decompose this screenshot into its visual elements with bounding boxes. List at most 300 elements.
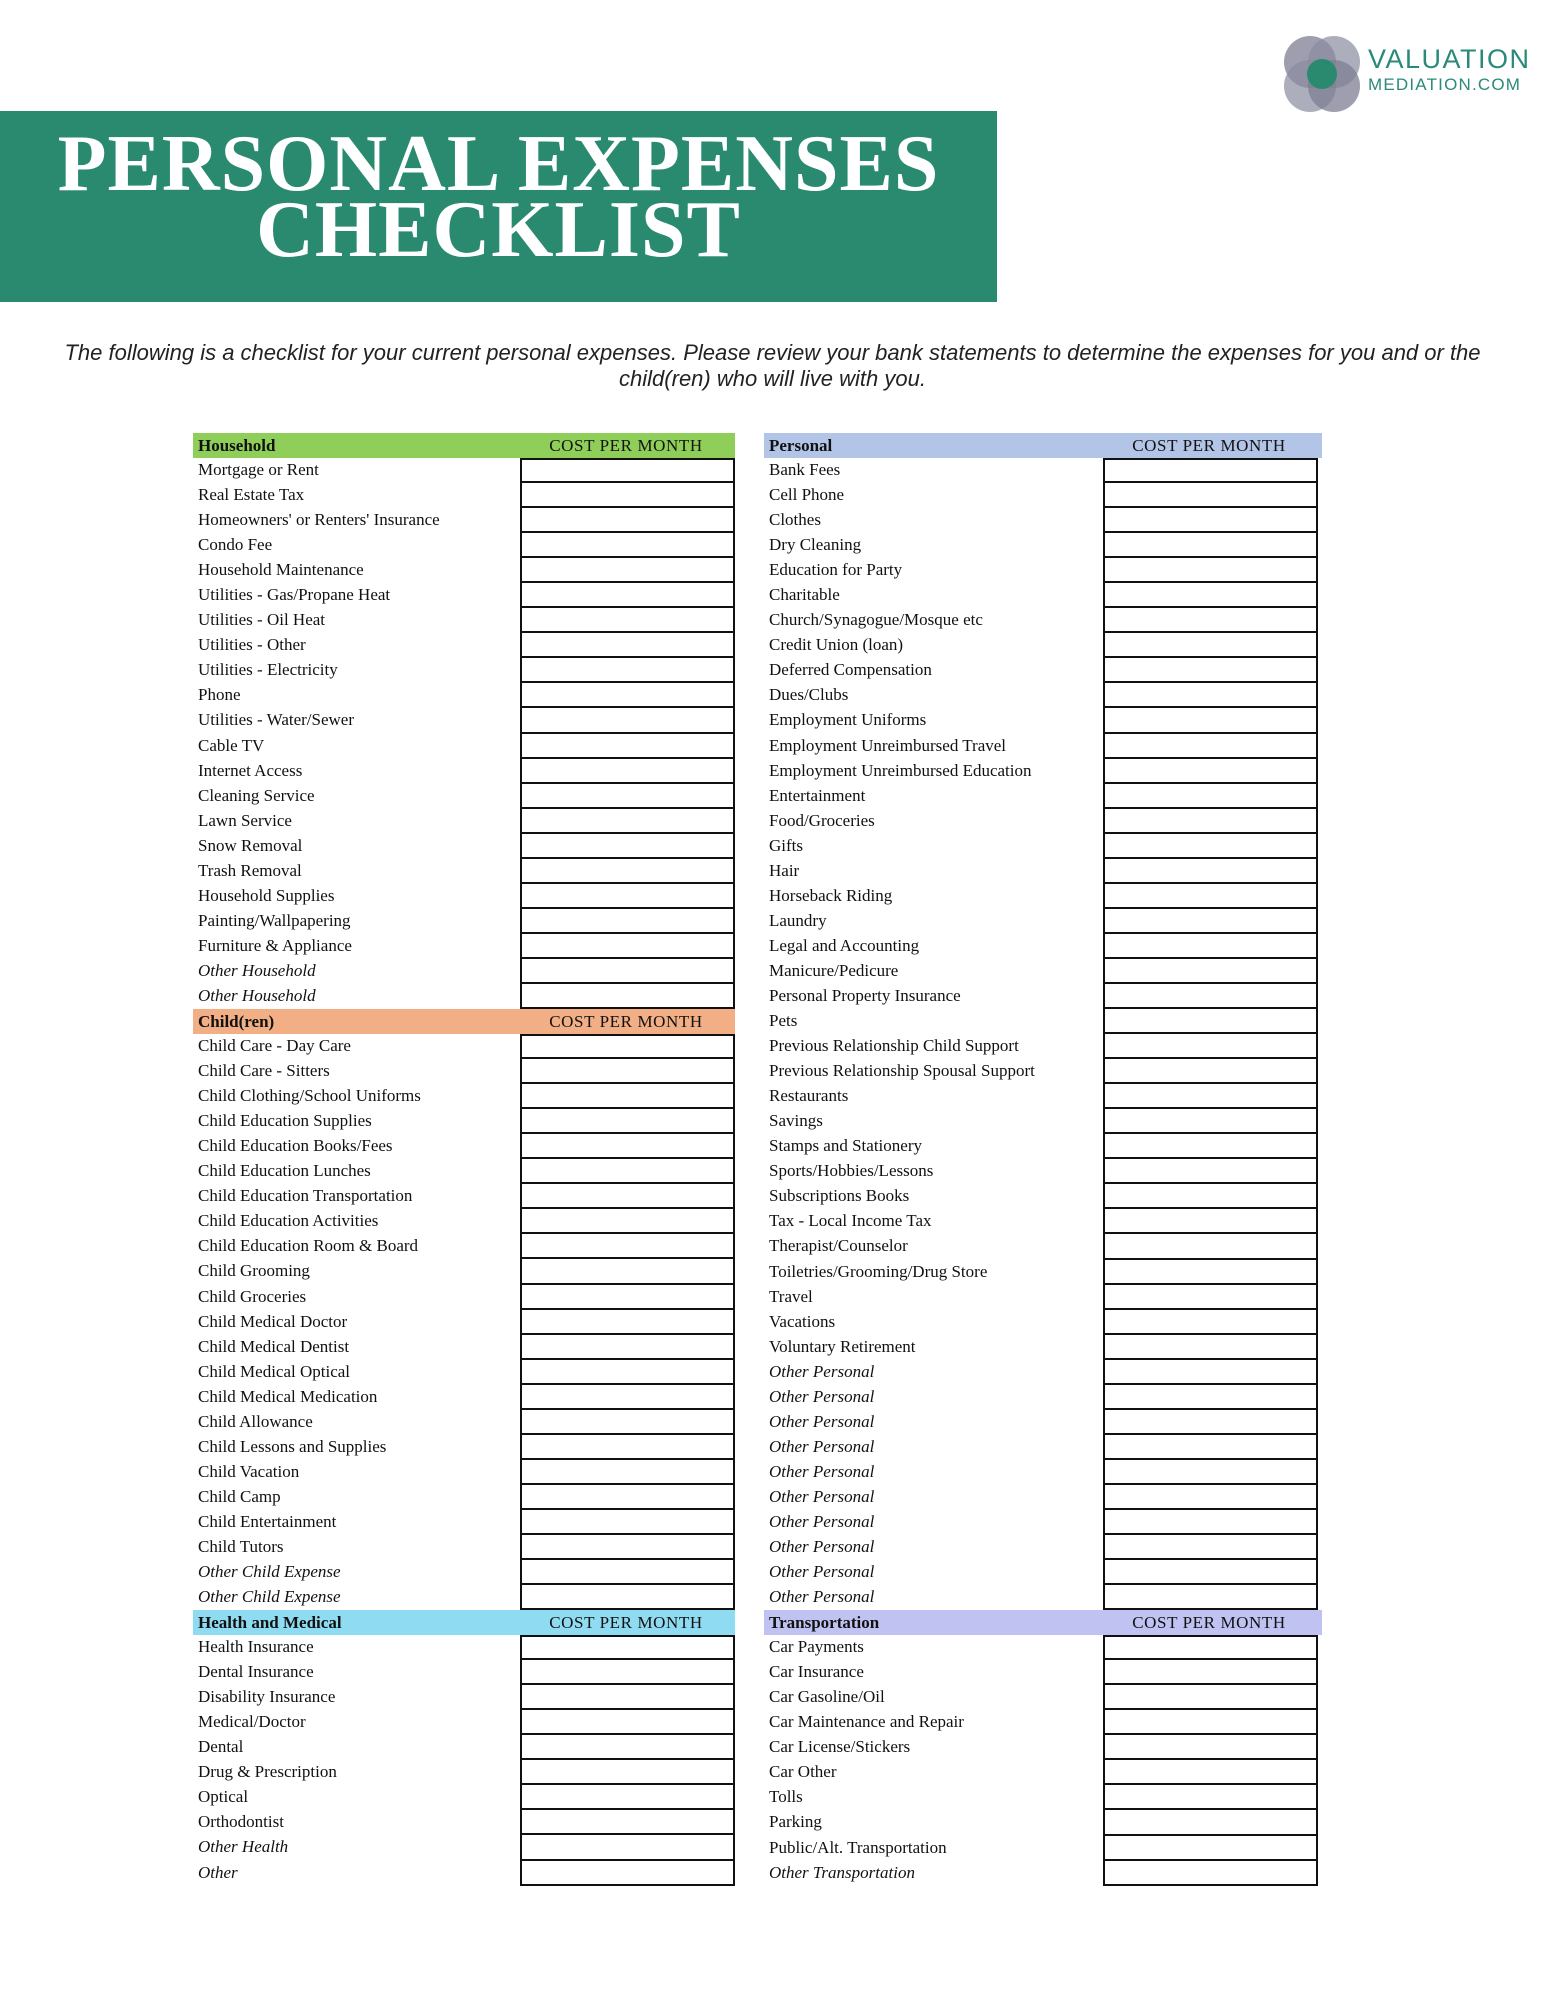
cost-input-box[interactable]: [1103, 1560, 1318, 1585]
cost-input-box[interactable]: [520, 834, 735, 859]
expense-label: Other Personal: [769, 1511, 875, 1531]
expense-label: Mortgage or Rent: [198, 460, 319, 479]
checklist-row: [764, 1084, 1322, 1109]
children-header: [193, 1009, 735, 1034]
expense-label: Other Personal: [769, 1411, 875, 1431]
right-column: [764, 433, 1322, 1886]
checklist-row: [193, 1159, 751, 1184]
checklist-row: [193, 984, 751, 1009]
cost-input-box[interactable]: [1103, 1159, 1318, 1184]
cost-input-box[interactable]: [1103, 884, 1318, 909]
cost-input-box[interactable]: [520, 784, 735, 809]
checklist-row: [764, 1260, 1322, 1285]
checklist-row: [193, 1760, 751, 1785]
cost-input-box[interactable]: [1103, 1134, 1318, 1159]
expense-label: Stamps and Stationery: [769, 1136, 922, 1156]
checklist-row: [764, 1285, 1322, 1310]
cost-input-box[interactable]: [520, 583, 735, 608]
cost-input-box[interactable]: [1103, 1084, 1318, 1109]
cost-input-box[interactable]: [1103, 1660, 1318, 1685]
cost-input-box[interactable]: [1103, 984, 1318, 1009]
cost-input-box[interactable]: [520, 884, 735, 909]
cost-input-box[interactable]: [1103, 1260, 1318, 1285]
cost-input-box[interactable]: [520, 759, 735, 784]
cost-input-box[interactable]: [1103, 1184, 1318, 1209]
checklist-row: [193, 1034, 751, 1059]
cost-input-box[interactable]: [1103, 683, 1318, 708]
checklist-row: [193, 1861, 751, 1886]
cost-input-box[interactable]: [1103, 934, 1318, 959]
checklist-row: [764, 1861, 1322, 1886]
expense-label: Dental Insurance: [198, 1662, 314, 1682]
cost-input-box[interactable]: [520, 1084, 735, 1109]
cost-input-box[interactable]: [520, 1310, 735, 1335]
expense-label: Education for Party: [769, 560, 903, 580]
cost-input-box[interactable]: [1103, 583, 1318, 608]
checklist-row: [764, 934, 1322, 959]
cost-input-box[interactable]: [520, 1485, 735, 1510]
cost-input-box[interactable]: [1103, 658, 1318, 683]
cost-input-box[interactable]: [520, 1735, 735, 1760]
checklist-row: [764, 683, 1322, 708]
personal-title: Personal: [769, 435, 833, 455]
expense-label: Child Education Books/Fees: [198, 1136, 393, 1156]
checklist-row: [764, 558, 1322, 583]
cost-input-box[interactable]: [520, 934, 735, 959]
expense-label: Gifts: [769, 835, 803, 855]
cost-input-box[interactable]: [520, 1685, 735, 1710]
cost-input-box[interactable]: [520, 1184, 735, 1209]
checklist-row: [193, 1810, 751, 1835]
cost-input-box[interactable]: [1103, 1836, 1318, 1861]
cost-input-box[interactable]: [520, 809, 735, 834]
expense-label: Personal Property Insurance: [769, 985, 961, 1005]
checklist-row: [193, 608, 751, 633]
cost-input-box[interactable]: [1103, 809, 1318, 834]
cost-input-box[interactable]: [520, 1335, 735, 1360]
expense-label: Internet Access: [198, 760, 303, 780]
checklist-row: [193, 533, 751, 558]
checklist-row: [764, 734, 1322, 759]
expense-label: Child Education Lunches: [198, 1161, 371, 1181]
checklist-row: [764, 708, 1322, 733]
cost-input-box[interactable]: [1103, 1810, 1318, 1835]
cost-input-box[interactable]: [520, 1810, 735, 1835]
expense-label: Previous Relationship Spousal Support: [769, 1061, 1035, 1081]
expense-label: Child Education Transportation: [198, 1186, 413, 1206]
checklist-row: [193, 1259, 751, 1284]
checklist-row: [193, 633, 751, 658]
cost-input-box[interactable]: [1103, 1335, 1318, 1360]
expense-label: Other Household: [198, 985, 316, 1005]
expense-label: Car Payments: [769, 1637, 864, 1657]
checklist-row: [193, 1410, 751, 1435]
cost-input-box[interactable]: [520, 959, 735, 984]
expense-label: Food/Groceries: [769, 810, 875, 830]
checklist-row: [764, 1485, 1322, 1510]
expense-label: Dental: [198, 1737, 244, 1757]
expense-label: Deferred Compensation: [769, 660, 932, 680]
household-header: [193, 433, 735, 458]
checklist-row: [193, 458, 751, 483]
cost-input-box[interactable]: [1103, 959, 1318, 984]
cost-input-box[interactable]: [520, 1259, 735, 1284]
expense-label: Horseback Riding: [769, 885, 893, 905]
checklist-row: [764, 884, 1322, 909]
children-title: Child(ren): [198, 1011, 275, 1031]
checklist-row: [764, 959, 1322, 984]
expense-label: Child Medical Doctor: [198, 1311, 348, 1331]
household-list: [193, 458, 751, 1009]
cost-input-box[interactable]: [1103, 734, 1318, 759]
cost-input-box[interactable]: [1103, 1710, 1318, 1735]
expense-label: Utilities - Water/Sewer: [198, 710, 354, 730]
cost-input-box[interactable]: [1103, 558, 1318, 583]
cost-input-box[interactable]: [520, 558, 735, 583]
expense-label: Cable TV: [198, 735, 265, 755]
expense-label: Toiletries/Grooming/Drug Store: [769, 1261, 988, 1281]
cost-input-box[interactable]: [520, 1660, 735, 1685]
cost-input-box[interactable]: [1103, 1735, 1318, 1760]
checklist-row: [764, 1059, 1322, 1084]
expense-label: Tax - Local Income Tax: [769, 1211, 932, 1231]
checklist-row: [193, 834, 751, 859]
expense-label: Child Education Supplies: [198, 1111, 372, 1131]
cost-input-box[interactable]: [520, 1560, 735, 1585]
transportation-header: [764, 1610, 1322, 1635]
cost-input-box[interactable]: [1103, 1285, 1318, 1310]
cost-input-box[interactable]: [520, 984, 735, 1009]
cost-input-box[interactable]: [1103, 1435, 1318, 1460]
logo-line-2: MEDIATION.COM: [1368, 75, 1522, 94]
checklist-row: [764, 1184, 1322, 1209]
cost-input-box[interactable]: [1103, 1535, 1318, 1560]
cost-input-box[interactable]: [520, 1385, 735, 1410]
checklist-row: [193, 734, 751, 759]
checklist-row: [764, 1310, 1322, 1335]
cost-input-box[interactable]: [1103, 1310, 1318, 1335]
cost-input-box[interactable]: [1103, 1785, 1318, 1810]
cost-input-box[interactable]: [520, 1360, 735, 1385]
cost-input-box[interactable]: [1103, 784, 1318, 809]
expense-label: Phone: [198, 685, 241, 705]
expense-label: Travel: [769, 1286, 813, 1306]
expense-label: Child Education Activities: [198, 1211, 379, 1231]
cost-input-box[interactable]: [520, 1510, 735, 1535]
checklist-row: [764, 1460, 1322, 1485]
checklist-row: [193, 1134, 751, 1159]
checklist-row: [193, 483, 751, 508]
logo-circles-icon: [1280, 32, 1364, 116]
checklist-row: [764, 608, 1322, 633]
checklist-row: [764, 1635, 1322, 1660]
cost-input-box[interactable]: [1103, 1510, 1318, 1535]
cost-input-box[interactable]: [1103, 1635, 1318, 1660]
checklist-row: [193, 1835, 751, 1860]
cost-input-box[interactable]: [520, 1785, 735, 1810]
expense-label: Other Personal: [769, 1361, 875, 1381]
cost-input-box[interactable]: [520, 708, 735, 733]
expense-label: Child Grooming: [198, 1261, 310, 1281]
cost-input-box[interactable]: [520, 1159, 735, 1184]
expense-label: Parking: [769, 1812, 822, 1832]
cost-input-box[interactable]: [520, 1835, 735, 1860]
cost-input-box[interactable]: [520, 909, 735, 934]
checklist-row: [764, 1810, 1322, 1835]
cost-input-box[interactable]: [1103, 1234, 1318, 1259]
expense-label: Other Child Expense: [198, 1562, 341, 1582]
cost-input-box[interactable]: [520, 1410, 735, 1435]
cost-input-box[interactable]: [1103, 458, 1318, 483]
checklist-row: [193, 809, 751, 834]
checklist-row: [764, 1735, 1322, 1760]
cost-input-box[interactable]: [520, 859, 735, 884]
cost-input-box[interactable]: [1103, 1109, 1318, 1134]
expense-label: Household Maintenance: [198, 560, 364, 580]
checklist-row: [193, 1485, 751, 1510]
cost-input-box[interactable]: [520, 633, 735, 658]
cost-input-box[interactable]: [520, 1760, 735, 1785]
checklist-row: [193, 1209, 751, 1234]
children-list: [193, 1034, 751, 1610]
expense-label: Other Personal: [769, 1587, 875, 1607]
expense-label: Health Insurance: [198, 1637, 314, 1657]
expense-label: Other Personal: [769, 1461, 875, 1481]
cost-input-box[interactable]: [520, 1535, 735, 1560]
cost-input-box[interactable]: [520, 1134, 735, 1159]
checklist-row: [764, 1660, 1322, 1685]
expense-label: Previous Relationship Child Support: [769, 1036, 1019, 1056]
cost-input-box[interactable]: [520, 1635, 735, 1660]
expense-label: Child Medical Dentist: [198, 1336, 350, 1356]
checklist-row: [764, 1760, 1322, 1785]
checklist-row: [193, 558, 751, 583]
cost-input-box[interactable]: [1103, 1485, 1318, 1510]
expense-label: Child Tutors: [198, 1536, 284, 1556]
cost-input-box[interactable]: [520, 734, 735, 759]
cost-input-box[interactable]: [1103, 1410, 1318, 1435]
cost-input-box[interactable]: [1103, 1685, 1318, 1710]
expense-label: Cell Phone: [769, 485, 845, 505]
cost-input-box[interactable]: [520, 1109, 735, 1134]
expense-label: Car Maintenance and Repair: [769, 1712, 964, 1732]
checklist-row: [764, 533, 1322, 558]
cost-input-box[interactable]: [1103, 859, 1318, 884]
expense-label: Child Allowance: [198, 1411, 313, 1431]
expense-label: Homeowners' or Renters' Insurance: [198, 510, 440, 530]
personal-cost-header: COST PER MONTH: [1132, 435, 1286, 455]
checklist-row: [764, 483, 1322, 508]
checklist-row: [193, 658, 751, 683]
cost-input-box[interactable]: [520, 1861, 735, 1886]
checklist-row: [193, 1535, 751, 1560]
expense-label: Car License/Stickers: [769, 1737, 911, 1757]
cost-input-box[interactable]: [1103, 834, 1318, 859]
checklist-row: [193, 1184, 751, 1209]
checklist-row: [193, 959, 751, 984]
expense-label: Charitable: [769, 585, 840, 605]
expense-label: Employment Uniforms: [769, 710, 927, 730]
expense-label: Other Transportation: [769, 1862, 915, 1882]
checklist-row: [764, 1710, 1322, 1735]
checklist-row: [764, 1535, 1322, 1560]
cost-input-box[interactable]: [1103, 1861, 1318, 1886]
cost-input-box[interactable]: [1103, 508, 1318, 533]
cost-input-box[interactable]: [1103, 1385, 1318, 1410]
cost-input-box[interactable]: [1103, 1059, 1318, 1084]
cost-input-box[interactable]: [520, 1059, 735, 1084]
title-line-1: PERSONAL EXPENSES: [57, 120, 940, 208]
checklist-row: [764, 759, 1322, 784]
expense-label: Other Personal: [769, 1562, 875, 1582]
expense-label: Household Supplies: [198, 885, 335, 905]
expense-label: Car Insurance: [769, 1662, 864, 1682]
expense-label: Drug & Prescription: [198, 1762, 337, 1782]
expense-label: Car Other: [769, 1762, 837, 1782]
cost-input-box[interactable]: [520, 1585, 735, 1610]
expense-label: Snow Removal: [198, 835, 303, 855]
cost-input-box[interactable]: [520, 683, 735, 708]
checklist-row: [193, 1685, 751, 1710]
expense-label: Restaurants: [769, 1086, 849, 1106]
expense-label: Other Health: [198, 1837, 289, 1857]
expense-label: Utilities - Other: [198, 635, 306, 655]
expense-label: Pets: [769, 1011, 798, 1031]
cost-input-box[interactable]: [1103, 608, 1318, 633]
intro-text: The following is a checklist for your current personal expenses. Please review your bank statements to determine the expenses for you and or the child(ren) who will live with you.: [64, 340, 1481, 391]
cost-input-box[interactable]: [1103, 759, 1318, 784]
expense-label: Entertainment: [769, 785, 866, 805]
expense-label: Child Medical Medication: [198, 1386, 378, 1406]
expense-label: Manicure/Pedicure: [769, 960, 899, 980]
expense-label: Tolls: [769, 1787, 803, 1807]
expense-label: Utilities - Gas/Propane Heat: [198, 585, 391, 605]
checklist-row: [764, 1785, 1322, 1810]
expense-label: Disability Insurance: [198, 1687, 336, 1707]
expense-label: Child Groceries: [198, 1286, 307, 1306]
checklist-row: [193, 1385, 751, 1410]
cost-input-box[interactable]: [520, 1285, 735, 1310]
checklist-row: [764, 1560, 1322, 1585]
cost-input-box[interactable]: [520, 508, 735, 533]
health-title: Health and Medical: [198, 1612, 342, 1632]
cost-input-box[interactable]: [520, 533, 735, 558]
transportation-title: Transportation: [769, 1612, 880, 1632]
cost-input-box[interactable]: [520, 483, 735, 508]
checklist-row: [764, 784, 1322, 809]
cost-input-box[interactable]: [1103, 1209, 1318, 1234]
checklist-row: [193, 1460, 751, 1485]
expense-label: Employment Unreimbursed Education: [769, 760, 1032, 780]
checklist-row: [193, 859, 751, 884]
expense-label: Clothes: [769, 510, 821, 530]
cost-input-box[interactable]: [520, 1034, 735, 1059]
checklist-row: [193, 1710, 751, 1735]
expense-label: Legal and Accounting: [769, 935, 920, 955]
checklist-row: [193, 759, 751, 784]
checklist-row: [193, 1335, 751, 1360]
cost-input-box[interactable]: [1103, 633, 1318, 658]
expense-label: Bank Fees: [769, 460, 841, 479]
cost-input-box[interactable]: [1103, 909, 1318, 934]
household-title: Household: [198, 435, 276, 455]
cost-input-box[interactable]: [520, 658, 735, 683]
expense-label: Lawn Service: [198, 810, 292, 830]
expense-label: Child Lessons and Supplies: [198, 1436, 387, 1456]
expense-label: Other Child Expense: [198, 1587, 341, 1607]
checklist-row: [193, 1735, 751, 1760]
checklist-row: [764, 658, 1322, 683]
expense-label: Child Medical Optical: [198, 1361, 351, 1381]
cost-input-box[interactable]: [1103, 483, 1318, 508]
checklist-row: [193, 1234, 751, 1259]
checklist-row: [764, 1585, 1322, 1610]
checklist-row: [764, 1385, 1322, 1410]
expense-label: Laundry: [769, 910, 827, 930]
cost-input-box[interactable]: [520, 1209, 735, 1234]
checklist-row: [193, 1785, 751, 1810]
checklist-row: [193, 1360, 751, 1385]
cost-input-box[interactable]: [1103, 1760, 1318, 1785]
expense-label: Child Clothing/School Uniforms: [198, 1086, 421, 1106]
expense-label: Employment Unreimbursed Travel: [769, 735, 1007, 755]
cost-input-box[interactable]: [1103, 1034, 1318, 1059]
expense-label: Painting/Wallpapering: [198, 910, 351, 930]
checklist-row: [193, 934, 751, 959]
household-cost-header: COST PER MONTH: [549, 435, 703, 455]
health-header: [193, 1610, 735, 1635]
checklist-row: [193, 1109, 751, 1134]
checklist-row: [764, 809, 1322, 834]
cost-input-box[interactable]: [1103, 533, 1318, 558]
health-cost-header: COST PER MONTH: [549, 1612, 703, 1632]
checklist-row: [193, 1585, 751, 1610]
checklist-row: [193, 1660, 751, 1685]
checklist-row: [193, 1435, 751, 1460]
expense-label: Other Personal: [769, 1386, 875, 1406]
expense-label: Child Entertainment: [198, 1511, 337, 1531]
title-banner: [0, 111, 997, 302]
checklist-row: [193, 583, 751, 608]
cost-input-box[interactable]: [520, 458, 735, 483]
checklist-row: [193, 1635, 751, 1660]
expense-label: Child Camp: [198, 1486, 281, 1506]
cost-input-box[interactable]: [520, 1460, 735, 1485]
cost-input-box[interactable]: [1103, 1009, 1318, 1034]
checklist-row: [764, 1435, 1322, 1460]
checklist-row: [764, 1335, 1322, 1360]
cost-input-box[interactable]: [1103, 708, 1318, 733]
cost-input-box[interactable]: [1103, 1360, 1318, 1385]
checklist-row: [764, 1234, 1322, 1259]
checklist-row: [193, 508, 751, 533]
cost-input-box[interactable]: [520, 1710, 735, 1735]
expense-label: Savings: [769, 1111, 823, 1131]
expense-label: Real Estate Tax: [198, 485, 305, 505]
cost-input-box[interactable]: [1103, 1460, 1318, 1485]
personal-list: [764, 458, 1322, 1610]
transportation-list: [764, 1635, 1322, 1885]
checklist-row: [764, 1410, 1322, 1435]
checklist-row: [764, 1209, 1322, 1234]
cost-input-box[interactable]: [520, 1435, 735, 1460]
cost-input-box[interactable]: [520, 1234, 735, 1259]
cost-input-box[interactable]: [520, 608, 735, 633]
page-title: [0, 120, 997, 274]
expense-label: Child Education Room & Board: [198, 1236, 419, 1256]
cost-input-box[interactable]: [1103, 1585, 1318, 1610]
checklist-row: [764, 508, 1322, 533]
